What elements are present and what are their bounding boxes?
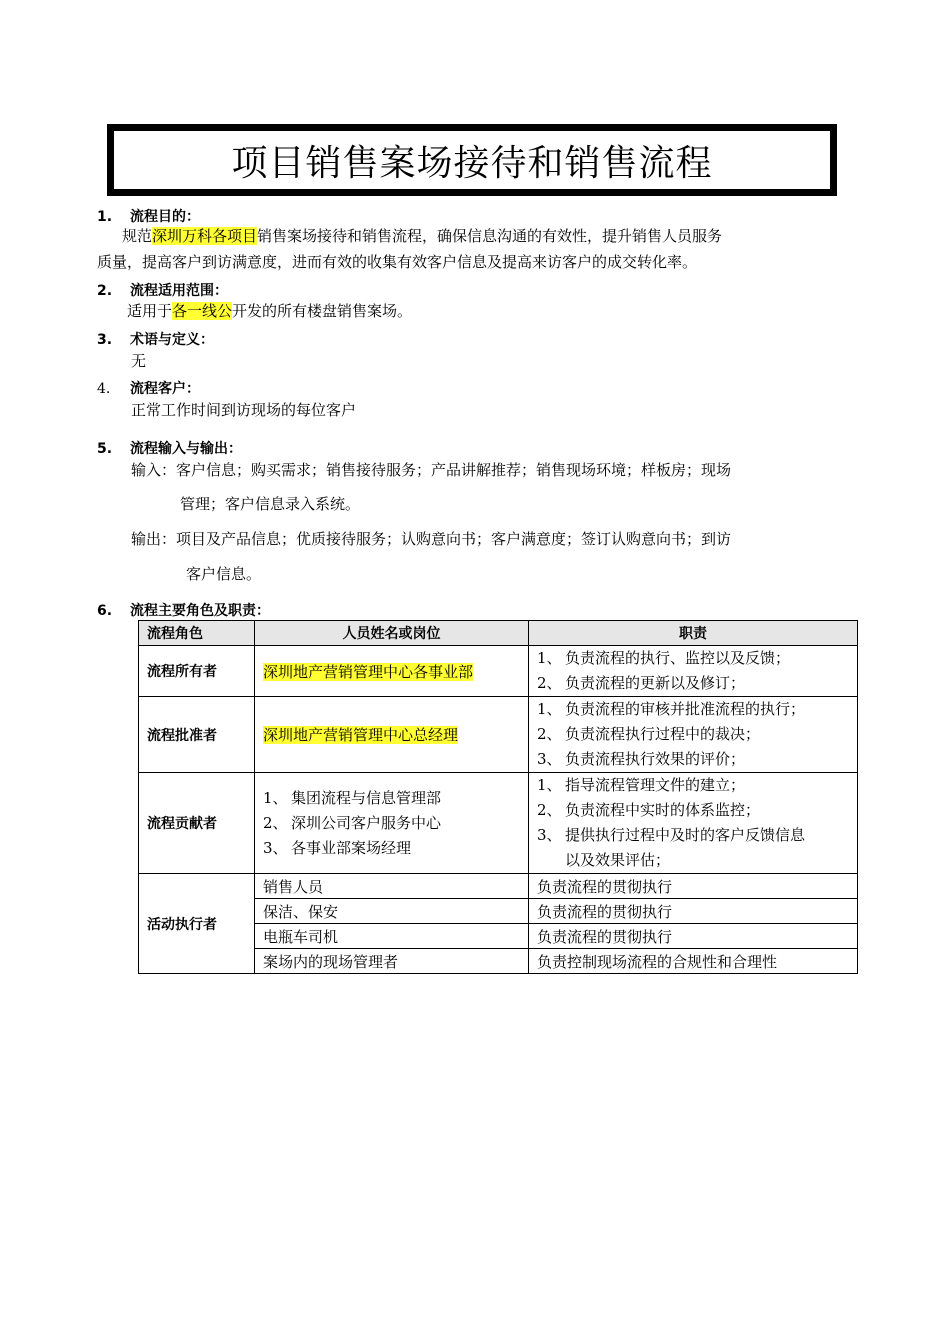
list-item: 2、 负责流程执行过程中的裁决； (537, 725, 761, 743)
input-line-2: 管理；客户信息录入系统。 (180, 495, 361, 513)
duty-cell: 负责流程的贯彻执行 (529, 924, 858, 949)
output-line-1: 输出：项目及产品信息；优质接待服务；认购意向书；客户满意度；签订认购意向书；到访 (131, 530, 732, 548)
table-header-row (139, 621, 858, 646)
person-cell: 电瓶车司机 (255, 924, 529, 949)
list-item: 1、 集团流程与信息管理部 (263, 788, 442, 807)
purpose-line-1: 规范深圳万科各项目销售案场接待和销售流程，确保信息沟通的有效性，提升销售人员服务 (122, 227, 723, 245)
header-role: 流程角色 (139, 621, 255, 646)
duty-cell: 负责流程的贯彻执行 (529, 874, 858, 899)
duty-cell (529, 697, 858, 773)
page-title: 项目销售案场接待和销售流程 (231, 142, 713, 184)
section-1-heading: 1. 流程目的： (97, 209, 200, 225)
person-cell: 案场内的现场管理者 (255, 949, 529, 974)
role-cell: 流程批准者 (139, 697, 255, 773)
highlight: 深圳万科各项目 (152, 227, 258, 245)
duty-cell (529, 773, 858, 874)
header-duty: 职责 (529, 621, 858, 646)
list-item: 1、 负责流程的执行、监控以及反馈； (537, 649, 791, 667)
section-2-heading: 2. 流程适用范围： (97, 283, 228, 299)
table-row (139, 697, 858, 773)
table-row (139, 874, 858, 899)
list-item: 2、 负责流程的更新以及修订； (537, 674, 746, 692)
highlight: 各一线公 (172, 302, 233, 320)
section-6-heading: 6. 流程主要角色及职责： (97, 603, 270, 619)
list-item: 1、 负责流程的审核并批准流程的执行； (537, 700, 806, 718)
header-person: 人员姓名或岗位 (255, 621, 529, 646)
scope-text: 适用于各一线公开发的所有楼盘销售案场。 (127, 302, 413, 320)
customer-text: 正常工作时间到访现场的每位客户 (131, 401, 357, 419)
list-item: 1、 指导流程管理文件的建立； (537, 776, 746, 794)
output-line-2: 客户信息。 (186, 565, 262, 583)
purpose-line-2: 质量，提高客户到访满意度，进而有效的收集有效客户信息及提高来访客户的成交转化率。 (97, 253, 698, 271)
highlight: 深圳地产营销管理中心总经理 (263, 726, 459, 744)
section-4-heading: 4. 流程客户： (97, 381, 200, 397)
input-line-1: 输入：客户信息；购买需求；销售接待服务；产品讲解推荐；销售现场环境；样板房；现场 (131, 461, 732, 479)
list-item: 3、 提供执行过程中及时的客户反馈信息 (537, 826, 806, 844)
role-cell: 活动执行者 (139, 874, 255, 974)
list-item: 3、 负责流程执行效果的评价； (537, 750, 746, 768)
duty-cell (529, 646, 858, 697)
roles-table (138, 620, 858, 974)
list-item-continuation: 以及效果评估； (565, 851, 671, 869)
role-cell: 流程贡献者 (139, 773, 255, 874)
list-item: 3、 各事业部案场经理 (263, 838, 412, 857)
terms-text: 无 (131, 352, 147, 370)
highlight: 深圳地产营销管理中心各事业部 (263, 662, 474, 681)
list-item: 2、 深圳公司客户服务中心 (263, 813, 442, 832)
table-row (139, 773, 858, 874)
role-cell: 流程所有者 (139, 646, 255, 697)
person-cell: 保洁、保安 (255, 899, 529, 924)
person-cell (255, 697, 529, 773)
duty-cell: 负责流程的贯彻执行 (529, 899, 858, 924)
title-box (107, 124, 837, 196)
section-5-heading: 5. 流程输入与输出： (97, 441, 242, 457)
person-cell (255, 773, 529, 874)
list-item: 2、 负责流程中实时的体系监控； (537, 801, 761, 819)
person-cell: 销售人员 (255, 874, 529, 899)
duty-cell: 负责控制现场流程的合规性和合理性 (529, 949, 858, 974)
person-cell (255, 646, 529, 697)
section-3-heading: 3. 术语与定义： (97, 332, 214, 348)
table-row (139, 646, 858, 697)
